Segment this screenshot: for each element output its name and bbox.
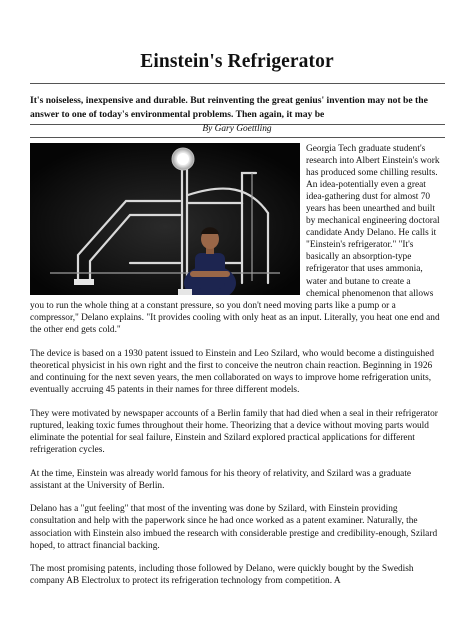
- article-body: [30, 143, 445, 599]
- paragraph-2: The device is based on a 1930 patent issued to Einstein and Leo Szilard, who would become a distinguished theoretical physicist in his own right and the first to conceive the neutron chain reaction. Beginning in 1926 and continuing for the next seven years, the men collaborated on ways to improve home refrigeration units, eventually accruing 45 patents in their names for three different models.: [30, 348, 435, 395]
- paragraph-4: At the time, Einstein was already world famous for his theory of relativity, and Szilard was a graduate assistant at the University of Berlin.: [30, 468, 412, 491]
- byline: By Gary Goettling: [202, 124, 272, 134]
- paragraph-1-text: Georgia Tech graduate student's research into Albert Einstein's work has produced some chilling results. An idea-potentially even a great idea-gathering dust for almost 70 years has been unearthed and built by mechanical engineering doctoral candidate Andy Delano. He calls it "Einstein's refrigerator." "It's basically an absorption-type refrigerator that uses ammonia, water and butane to create a chemical phenomenon that allows you to run the whole thing at a constant pressure, so you don't need moving parts like a pump or a compressor," Delano explains. "It provides cooling with only heat as an input. Literally, you heat one end and the other end gets cold.": [30, 144, 440, 335]
- paragraph-5: Delano has a "gut feeling" that most of the inventing was done by Szilard, with Einstein providing consultation and help with the paperwork since he had once worked as a patent examiner. Naturally, the association with Einstein also imbued the research with considerable prestige and credibility-enough, Szilard hoped, to attract financial backing.: [30, 504, 438, 551]
- article-title: Einstein's Refrigerator: [140, 51, 334, 72]
- article-lede: It's noiseless, inexpensive and durable. But reinventing the great genius' invention may not be the answer to one of today's environmental problems. Then again, it may be: [30, 95, 428, 120]
- photo-wrap-spacer: [30, 143, 302, 296]
- paragraph-3: They were motivated by newspaper accounts of a Berlin family that had died when a seal in their refrigerator ruptured, leaking toxic fumes throughout their home. Theorizing that a device without moving parts would eliminate the potential for seal failure, Einstein and Szilard explored practical applications for different refrigeration cycles.: [30, 408, 438, 455]
- paragraph-6: The most promising patents, including those followed by Delano, were quickly bought by the Swedish company AB Electrolux to protect its refrigeration technology from competition. A: [30, 564, 414, 587]
- paragraph-1: [30, 143, 445, 336]
- lede-divider-bottom: [30, 137, 445, 138]
- title-divider: [30, 83, 445, 84]
